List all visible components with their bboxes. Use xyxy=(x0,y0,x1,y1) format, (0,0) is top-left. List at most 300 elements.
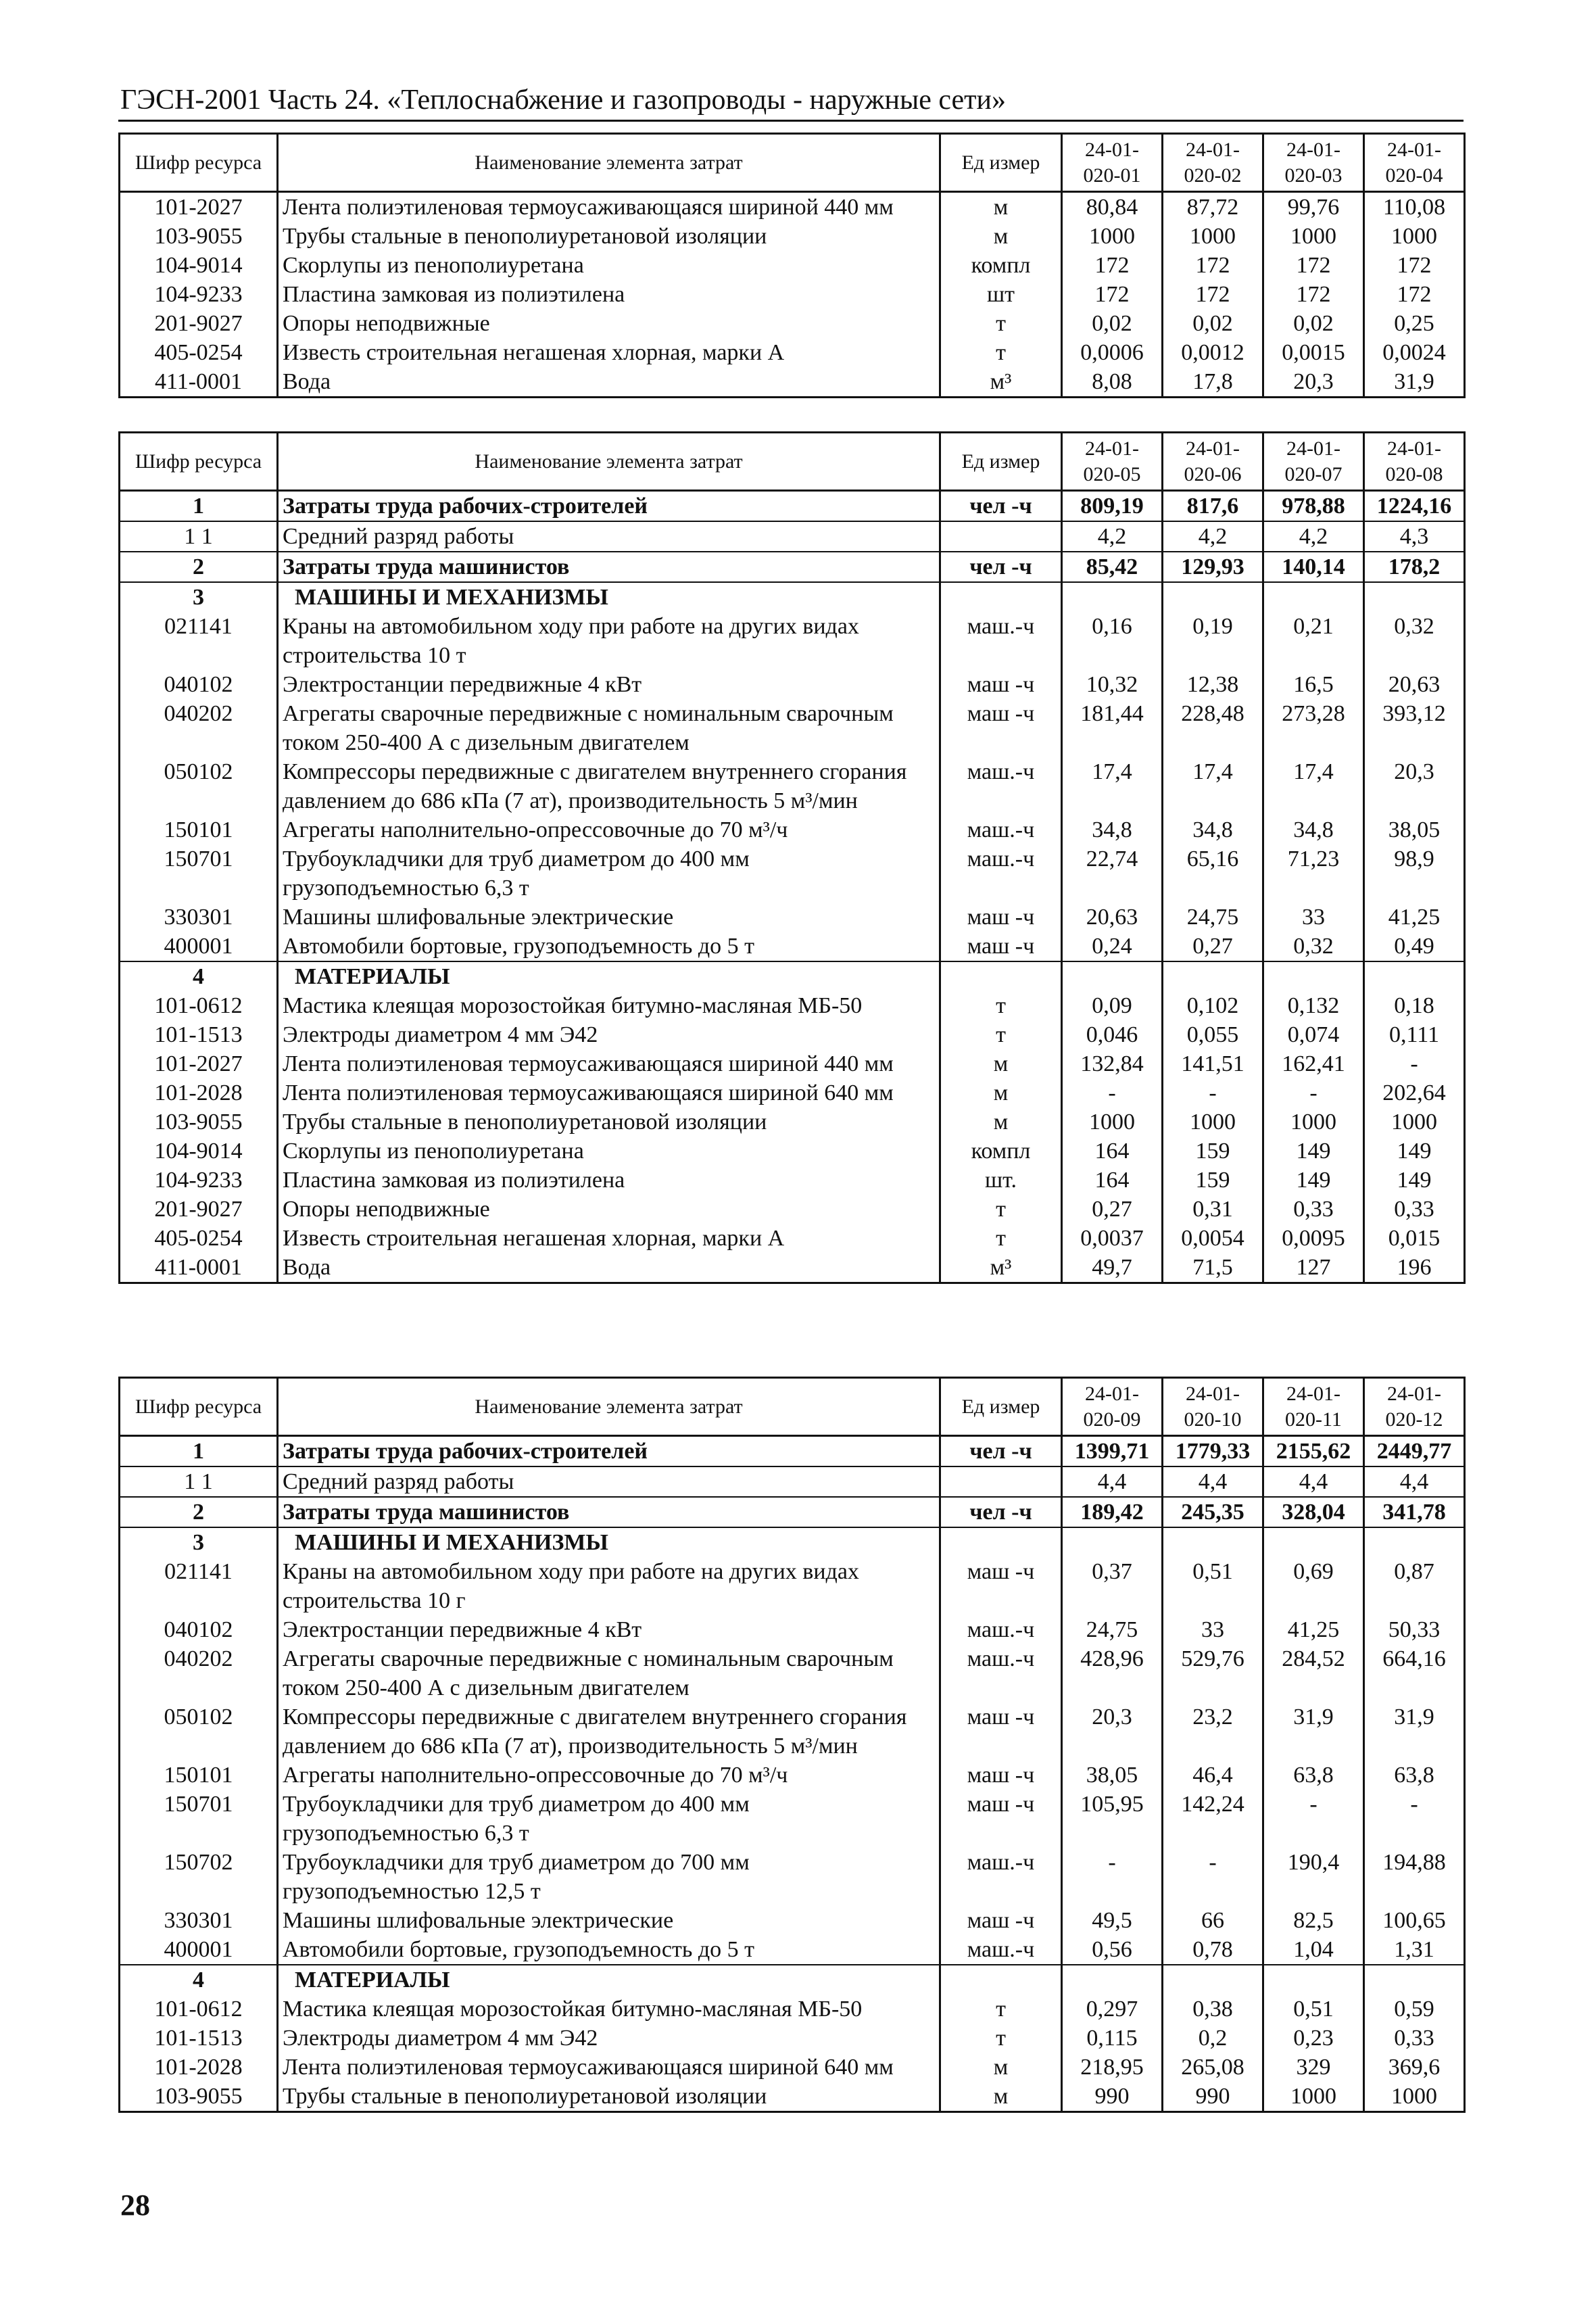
unit-of-measure: шт xyxy=(940,280,1062,309)
norm-code-header: 24-01- 020-01 xyxy=(1062,134,1163,192)
norm-value: 0,27 xyxy=(1062,1195,1163,1224)
norm-value: 172 xyxy=(1163,280,1263,309)
unit-of-measure: т xyxy=(940,1995,1062,2024)
norm-value: 4,2 xyxy=(1062,521,1163,552)
norm-value: 0,32 xyxy=(1364,612,1465,670)
norm-value: 0,56 xyxy=(1062,1935,1163,1965)
norm-value: 172 xyxy=(1263,251,1364,280)
unit-of-measure: т xyxy=(940,309,1062,338)
norm-value: 194,88 xyxy=(1364,1848,1465,1906)
unit-of-measure: м³ xyxy=(940,367,1062,398)
norm-value: 172 xyxy=(1263,280,1364,309)
norm-value: 202,64 xyxy=(1364,1078,1465,1107)
resource-table-1 xyxy=(118,133,1464,398)
cost-element-name: Агрегаты наполнительно-опрессовочные до 70 м³/ч xyxy=(278,815,940,844)
cost-element-name-header: Наименование элемента затрат xyxy=(278,1378,940,1436)
unit-of-measure: компл xyxy=(940,251,1062,280)
resource-code: 103-9055 xyxy=(120,2082,278,2112)
norm-value: 181,44 xyxy=(1062,699,1163,757)
cost-element-name: Средний разряд работы xyxy=(278,1466,940,1497)
unit-of-measure: маш -ч xyxy=(940,1761,1062,1790)
norm-value: 0,33 xyxy=(1364,2024,1465,2053)
table-row xyxy=(120,670,1465,699)
norm-value: 0,33 xyxy=(1263,1195,1364,1224)
norm-value: 245,35 xyxy=(1163,1497,1263,1527)
norm-value: 0,0006 xyxy=(1062,338,1163,367)
table-header-row xyxy=(120,433,1465,491)
cost-element-name: Агрегаты сварочные передвижные с номинальным сварочным током 250-400 А с дизельным двигателем xyxy=(278,699,940,757)
norm-code-header: 24-01- 020-11 xyxy=(1263,1378,1364,1436)
resource-code: 104-9014 xyxy=(120,1137,278,1166)
norm-value: 99,76 xyxy=(1263,192,1364,222)
unit-of-measure: маш -ч xyxy=(940,903,1062,932)
norm-value: 329 xyxy=(1263,2053,1364,2082)
norm-value: 328,04 xyxy=(1263,1497,1364,1527)
unit-of-measure: шт. xyxy=(940,1166,1062,1195)
norm-value: 129,93 xyxy=(1163,552,1263,582)
resource-code: 150101 xyxy=(120,815,278,844)
table-row xyxy=(120,1790,1465,1848)
table-row xyxy=(120,1137,1465,1166)
unit-of-measure xyxy=(940,1466,1062,1497)
cost-element-name: Компрессоры передвижные с двигателем внутреннего сгорания давлением до 686 кПа (7 ат), производительность 5 м³/мин xyxy=(278,1702,940,1761)
norm-value: 34,8 xyxy=(1263,815,1364,844)
resource-code: 411-0001 xyxy=(120,367,278,398)
page-number: 28 xyxy=(120,2189,150,2222)
resource-code: 050102 xyxy=(120,757,278,815)
norm-value: 4,4 xyxy=(1062,1466,1163,1497)
table-row xyxy=(120,2024,1465,2053)
unit-of-measure: чел -ч xyxy=(940,1497,1062,1527)
norm-value: 0,21 xyxy=(1263,612,1364,670)
norm-value: 817,6 xyxy=(1163,491,1263,522)
norm-code-header: 24-01- 020-09 xyxy=(1062,1378,1163,1436)
norm-value: 71,23 xyxy=(1263,844,1364,903)
norm-value: 65,16 xyxy=(1163,844,1263,903)
cost-element-name: Компрессоры передвижные с двигателем внутреннего сгорания давлением до 686 кПа (7 ат), производительность 5 м³/мин xyxy=(278,757,940,815)
norm-value: 0,16 xyxy=(1062,612,1163,670)
norm-value: 172 xyxy=(1364,280,1465,309)
norm-value: 141,51 xyxy=(1163,1049,1263,1078)
norm-value: 20,3 xyxy=(1062,1702,1163,1761)
unit-of-measure: т xyxy=(940,1195,1062,1224)
resource-code: 1 1 xyxy=(120,521,278,552)
resource-code: 021141 xyxy=(120,1557,278,1615)
norm-value xyxy=(1163,582,1263,612)
table-row xyxy=(120,1906,1465,1935)
norm-value: 31,9 xyxy=(1364,367,1465,398)
norm-value: 0,87 xyxy=(1364,1557,1465,1615)
resource-code: 040202 xyxy=(120,1644,278,1702)
norm-value: 149 xyxy=(1364,1137,1465,1166)
norm-value: 1000 xyxy=(1263,1107,1364,1137)
norm-value: 341,78 xyxy=(1364,1497,1465,1527)
unit-of-measure: маш -ч xyxy=(940,932,1062,961)
norm-value: 33 xyxy=(1163,1615,1263,1644)
norm-value: 164 xyxy=(1062,1137,1163,1166)
norm-value: 0,015 xyxy=(1364,1224,1465,1253)
resource-code: 405-0254 xyxy=(120,338,278,367)
norm-value: 0,297 xyxy=(1062,1995,1163,2024)
cost-element-name: Вода xyxy=(278,367,940,398)
cost-element-name: Известь строительная негашеная хлорная, марки А xyxy=(278,338,940,367)
norm-value: - xyxy=(1062,1078,1163,1107)
resource-code: 104-9233 xyxy=(120,1166,278,1195)
table-row xyxy=(120,192,1465,222)
cost-element-name: Мастика клеящая морозостойкая битумно-масляная МБ-50 xyxy=(278,1995,940,2024)
norm-value: 428,96 xyxy=(1062,1644,1163,1702)
resource-code: 3 xyxy=(120,582,278,612)
table-row xyxy=(120,1049,1465,1078)
unit-of-measure: м xyxy=(940,192,1062,222)
norm-value: 38,05 xyxy=(1062,1761,1163,1790)
unit-of-measure xyxy=(940,521,1062,552)
cost-element-name: Пластина замковая из полиэтилена xyxy=(278,280,940,309)
norm-value: 0,27 xyxy=(1163,932,1263,961)
unit-of-measure: т xyxy=(940,1224,1062,1253)
unit-of-measure: т xyxy=(940,991,1062,1020)
norm-value: 49,7 xyxy=(1062,1253,1163,1283)
norm-value: 1000 xyxy=(1263,2082,1364,2112)
resource-code-header: Шифр ресурса xyxy=(120,433,278,491)
unit-of-measure: м xyxy=(940,1107,1062,1137)
cost-element-name: Затраты труда машинистов xyxy=(278,1497,940,1527)
norm-value: 0,111 xyxy=(1364,1020,1465,1049)
section-heading-row xyxy=(120,1965,1465,1995)
table-row xyxy=(120,1195,1465,1224)
norm-value: 0,25 xyxy=(1364,309,1465,338)
resource-code: 104-9233 xyxy=(120,280,278,309)
norm-value xyxy=(1163,1965,1263,1995)
unit-of-measure xyxy=(940,961,1062,991)
resource-code: 400001 xyxy=(120,1935,278,1965)
norm-code-header: 24-01- 020-04 xyxy=(1364,134,1465,192)
unit-of-measure: м xyxy=(940,1049,1062,1078)
norm-value: 0,51 xyxy=(1163,1557,1263,1615)
norm-value: 34,8 xyxy=(1163,815,1263,844)
norm-value: 33 xyxy=(1263,903,1364,932)
resource-code: 400001 xyxy=(120,932,278,961)
table-row xyxy=(120,1557,1465,1615)
norm-value: - xyxy=(1263,1078,1364,1107)
norm-value: 284,52 xyxy=(1263,1644,1364,1702)
unit-of-measure: маш.-ч xyxy=(940,1615,1062,1644)
norm-value: 142,24 xyxy=(1163,1790,1263,1848)
resource-code: 1 1 xyxy=(120,1466,278,1497)
norm-value: 23,2 xyxy=(1163,1702,1263,1761)
norm-value: 0,055 xyxy=(1163,1020,1263,1049)
table-row xyxy=(120,1761,1465,1790)
cost-element-name: Лента полиэтиленовая термоусаживающаяся шириной 640 мм xyxy=(278,2053,940,2082)
cost-element-name: Электростанции передвижные 4 кВт xyxy=(278,670,940,699)
cost-element-name: Электроды диаметром 4 мм Э42 xyxy=(278,2024,940,2053)
norm-value: 127 xyxy=(1263,1253,1364,1283)
norm-code-header: 24-01- 020-08 xyxy=(1364,433,1465,491)
norm-value: 0,38 xyxy=(1163,1995,1263,2024)
norm-value: 17,4 xyxy=(1062,757,1163,815)
norm-value xyxy=(1062,961,1163,991)
norm-value: 1000 xyxy=(1263,222,1364,251)
table-row xyxy=(120,844,1465,903)
table-row xyxy=(120,1702,1465,1761)
table-row xyxy=(120,1078,1465,1107)
resource-code: 411-0001 xyxy=(120,1253,278,1283)
norm-value: 31,9 xyxy=(1263,1702,1364,1761)
table-row xyxy=(120,491,1465,522)
table-row xyxy=(120,1253,1465,1283)
table-row xyxy=(120,1497,1465,1527)
unit-of-measure: т xyxy=(940,338,1062,367)
cost-element-name: Лента полиэтиленовая термоусаживающаяся шириной 440 мм xyxy=(278,1049,940,1078)
norm-value: 0,69 xyxy=(1263,1557,1364,1615)
norm-value: 0,49 xyxy=(1364,932,1465,961)
norm-value xyxy=(1364,1527,1465,1557)
norm-value xyxy=(1364,582,1465,612)
table-header-row xyxy=(120,1378,1465,1436)
cost-element-name: Трубоукладчики для труб диаметром до 400 мм грузоподъемностью 6,3 т xyxy=(278,844,940,903)
norm-value: 50,33 xyxy=(1364,1615,1465,1644)
norm-value: 149 xyxy=(1263,1166,1364,1195)
cost-element-name: Электроды диаметром 4 мм Э42 xyxy=(278,1020,940,1049)
resource-code: 2 xyxy=(120,1497,278,1527)
resource-code: 040102 xyxy=(120,670,278,699)
unit-of-measure: маш -ч xyxy=(940,670,1062,699)
unit-of-measure: маш -ч xyxy=(940,1557,1062,1615)
cost-element-name: Затраты труда машинистов xyxy=(278,552,940,582)
resource-code: 101-0612 xyxy=(120,991,278,1020)
cost-element-name: Краны на автомобильном ходу при работе на других видах строительства 10 т xyxy=(278,612,940,670)
norm-value: 0,18 xyxy=(1364,991,1465,1020)
norm-value: 98,9 xyxy=(1364,844,1465,903)
norm-value: 0,09 xyxy=(1062,991,1163,1020)
norm-value: 0,074 xyxy=(1263,1020,1364,1049)
norm-value: 149 xyxy=(1263,1137,1364,1166)
norm-value: 82,5 xyxy=(1263,1906,1364,1935)
norm-value: 149 xyxy=(1364,1166,1465,1195)
table-row xyxy=(120,991,1465,1020)
norm-value: 63,8 xyxy=(1263,1761,1364,1790)
norm-value: 20,63 xyxy=(1062,903,1163,932)
norm-value: 0,51 xyxy=(1263,1995,1364,2024)
norm-value: 273,28 xyxy=(1263,699,1364,757)
cost-element-name: Скорлупы из пенополиуретана xyxy=(278,251,940,280)
cost-element-name: МАШИНЫ И МЕХАНИЗМЫ xyxy=(278,1527,940,1557)
norm-value: 0,0037 xyxy=(1062,1224,1163,1253)
norm-value: - xyxy=(1163,1078,1263,1107)
norm-value xyxy=(1364,961,1465,991)
norm-value: 4,2 xyxy=(1263,521,1364,552)
table-row xyxy=(120,2082,1465,2112)
norm-value: 22,74 xyxy=(1062,844,1163,903)
norm-value: 1000 xyxy=(1062,222,1163,251)
norm-code-header: 24-01- 020-05 xyxy=(1062,433,1163,491)
norm-value: 164 xyxy=(1062,1166,1163,1195)
unit-of-measure: чел -ч xyxy=(940,552,1062,582)
resource-code: 040102 xyxy=(120,1615,278,1644)
table-row xyxy=(120,1107,1465,1137)
norm-code-header: 24-01- 020-02 xyxy=(1163,134,1263,192)
unit-of-measure: м³ xyxy=(940,1253,1062,1283)
resource-code: 1 xyxy=(120,1436,278,1467)
norm-value: 0,046 xyxy=(1062,1020,1163,1049)
unit-of-measure: маш.-ч xyxy=(940,1848,1062,1906)
norm-value: 0,31 xyxy=(1163,1195,1263,1224)
cost-element-name: Средний разряд работы xyxy=(278,521,940,552)
unit-of-measure: маш.-ч xyxy=(940,815,1062,844)
resource-code: 405-0254 xyxy=(120,1224,278,1253)
unit-of-measure: чел -ч xyxy=(940,491,1062,522)
norm-value: 0,02 xyxy=(1062,309,1163,338)
table-row xyxy=(120,757,1465,815)
norm-value: 1000 xyxy=(1163,222,1263,251)
norm-value: 1779,33 xyxy=(1163,1436,1263,1467)
norm-value: 2449,77 xyxy=(1364,1436,1465,1467)
norm-value: 172 xyxy=(1364,251,1465,280)
cost-element-name: Агрегаты сварочные передвижные с номинальным сварочным током 250-400 А с дизельным двигателем xyxy=(278,1644,940,1702)
norm-value: 12,38 xyxy=(1163,670,1263,699)
norm-value: 132,84 xyxy=(1062,1049,1163,1078)
resource-code: 101-2028 xyxy=(120,1078,278,1107)
norm-value: 0,19 xyxy=(1163,612,1263,670)
unit-of-measure xyxy=(940,1965,1062,1995)
norm-value: 1000 xyxy=(1364,222,1465,251)
unit-of-measure xyxy=(940,582,1062,612)
norm-value: - xyxy=(1062,1848,1163,1906)
table-row xyxy=(120,815,1465,844)
norm-value xyxy=(1062,582,1163,612)
norm-value: 8,08 xyxy=(1062,367,1163,398)
unit-header: Ед измер xyxy=(940,1378,1062,1436)
cost-element-name: Трубы стальные в пенополиуретановой изоляции xyxy=(278,1107,940,1137)
norm-value: 0,24 xyxy=(1062,932,1163,961)
norm-value: 63,8 xyxy=(1364,1761,1465,1790)
section-heading-row xyxy=(120,1527,1465,1557)
cost-element-name: Вода xyxy=(278,1253,940,1283)
norm-value: 162,41 xyxy=(1263,1049,1364,1078)
norm-code-header: 24-01- 020-03 xyxy=(1263,134,1364,192)
unit-of-measure: чел -ч xyxy=(940,1436,1062,1467)
section-heading-row xyxy=(120,961,1465,991)
table-row xyxy=(120,2053,1465,2082)
resource-code: 150701 xyxy=(120,1790,278,1848)
resource-table-3 xyxy=(118,1377,1464,2113)
cost-element-name: Автомобили бортовые, грузоподъемность до 5 т xyxy=(278,1935,940,1965)
norm-value: 24,75 xyxy=(1163,903,1263,932)
norm-value: 0,0054 xyxy=(1163,1224,1263,1253)
table-row xyxy=(120,1466,1465,1497)
norm-value: 178,2 xyxy=(1364,552,1465,582)
table-header-row xyxy=(120,134,1465,192)
norm-value: 4,4 xyxy=(1364,1466,1465,1497)
norm-value: 0,23 xyxy=(1263,2024,1364,2053)
resource-code: 101-0612 xyxy=(120,1995,278,2024)
unit-header: Ед измер xyxy=(940,134,1062,192)
norm-value: 71,5 xyxy=(1163,1253,1263,1283)
resource-code: 150101 xyxy=(120,1761,278,1790)
resource-code: 1 xyxy=(120,491,278,522)
table-row xyxy=(120,1020,1465,1049)
table-row xyxy=(120,612,1465,670)
unit-of-measure: маш.-ч xyxy=(940,757,1062,815)
norm-value: 1000 xyxy=(1163,1107,1263,1137)
cost-element-name: МАТЕРИАЛЫ xyxy=(278,1965,940,1995)
norm-value xyxy=(1062,1527,1163,1557)
cost-element-name: Мастика клеящая морозостойкая битумно-масляная МБ-50 xyxy=(278,991,940,1020)
page-header: ГЭСН-2001 Часть 24. «Теплоснабжение и газопроводы - наружные сети» xyxy=(120,85,1006,116)
table-row xyxy=(120,1615,1465,1644)
norm-value: 41,25 xyxy=(1364,903,1465,932)
unit-of-measure: маш.-ч xyxy=(940,1644,1062,1702)
norm-value: 265,08 xyxy=(1163,2053,1263,2082)
resource-code: 150701 xyxy=(120,844,278,903)
norm-value: 24,75 xyxy=(1062,1615,1163,1644)
norm-value: 20,3 xyxy=(1364,757,1465,815)
norm-value: 189,42 xyxy=(1062,1497,1163,1527)
resource-code: 2 xyxy=(120,552,278,582)
unit-of-measure: м xyxy=(940,2082,1062,2112)
norm-code-header: 24-01- 020-12 xyxy=(1364,1378,1465,1436)
resource-code: 3 xyxy=(120,1527,278,1557)
resource-code: 103-9055 xyxy=(120,222,278,251)
cost-element-name: Скорлупы из пенополиуретана xyxy=(278,1137,940,1166)
cost-element-name: Автомобили бортовые, грузоподъемность до 5 т xyxy=(278,932,940,961)
norm-value: 1224,16 xyxy=(1364,491,1465,522)
norm-value: 172 xyxy=(1062,280,1163,309)
norm-value: 0,32 xyxy=(1263,932,1364,961)
table-row xyxy=(120,338,1465,367)
unit-of-measure: м xyxy=(940,222,1062,251)
norm-value: 218,95 xyxy=(1062,2053,1163,2082)
norm-value: 4,4 xyxy=(1163,1466,1263,1497)
norm-value: 228,48 xyxy=(1163,699,1263,757)
resource-code: 101-1513 xyxy=(120,2024,278,2053)
table-row xyxy=(120,1166,1465,1195)
section-heading-row xyxy=(120,582,1465,612)
resource-code: 4 xyxy=(120,961,278,991)
norm-value: 0,78 xyxy=(1163,1935,1263,1965)
unit-of-measure: маш -ч xyxy=(940,1702,1062,1761)
norm-value xyxy=(1263,961,1364,991)
norm-value xyxy=(1163,1527,1263,1557)
resource-code: 150702 xyxy=(120,1848,278,1906)
unit-of-measure: компл xyxy=(940,1137,1062,1166)
norm-value: 66 xyxy=(1163,1906,1263,1935)
resource-code: 201-9027 xyxy=(120,309,278,338)
norm-value: 10,32 xyxy=(1062,670,1163,699)
norm-value: - xyxy=(1364,1049,1465,1078)
norm-value: 110,08 xyxy=(1364,192,1465,222)
resource-code: 040202 xyxy=(120,699,278,757)
unit-of-measure: маш -ч xyxy=(940,1790,1062,1848)
table-row xyxy=(120,903,1465,932)
norm-value: 0,102 xyxy=(1163,991,1263,1020)
norm-value: 31,9 xyxy=(1364,1702,1465,1761)
resource-code: 021141 xyxy=(120,612,278,670)
norm-value: 4,4 xyxy=(1263,1466,1364,1497)
norm-value: 38,05 xyxy=(1364,815,1465,844)
table-row xyxy=(120,932,1465,961)
cost-element-name: Известь строительная негашеная хлорная, марки А xyxy=(278,1224,940,1253)
table-row xyxy=(120,1848,1465,1906)
cost-element-name: Трубы стальные в пенополиуретановой изоляции xyxy=(278,222,940,251)
norm-value: 196 xyxy=(1364,1253,1465,1283)
unit-of-measure: маш -ч xyxy=(940,699,1062,757)
norm-value: 41,25 xyxy=(1263,1615,1364,1644)
norm-value: 529,76 xyxy=(1163,1644,1263,1702)
norm-value: 190,4 xyxy=(1263,1848,1364,1906)
resource-code: 101-2027 xyxy=(120,192,278,222)
norm-value: 46,4 xyxy=(1163,1761,1263,1790)
